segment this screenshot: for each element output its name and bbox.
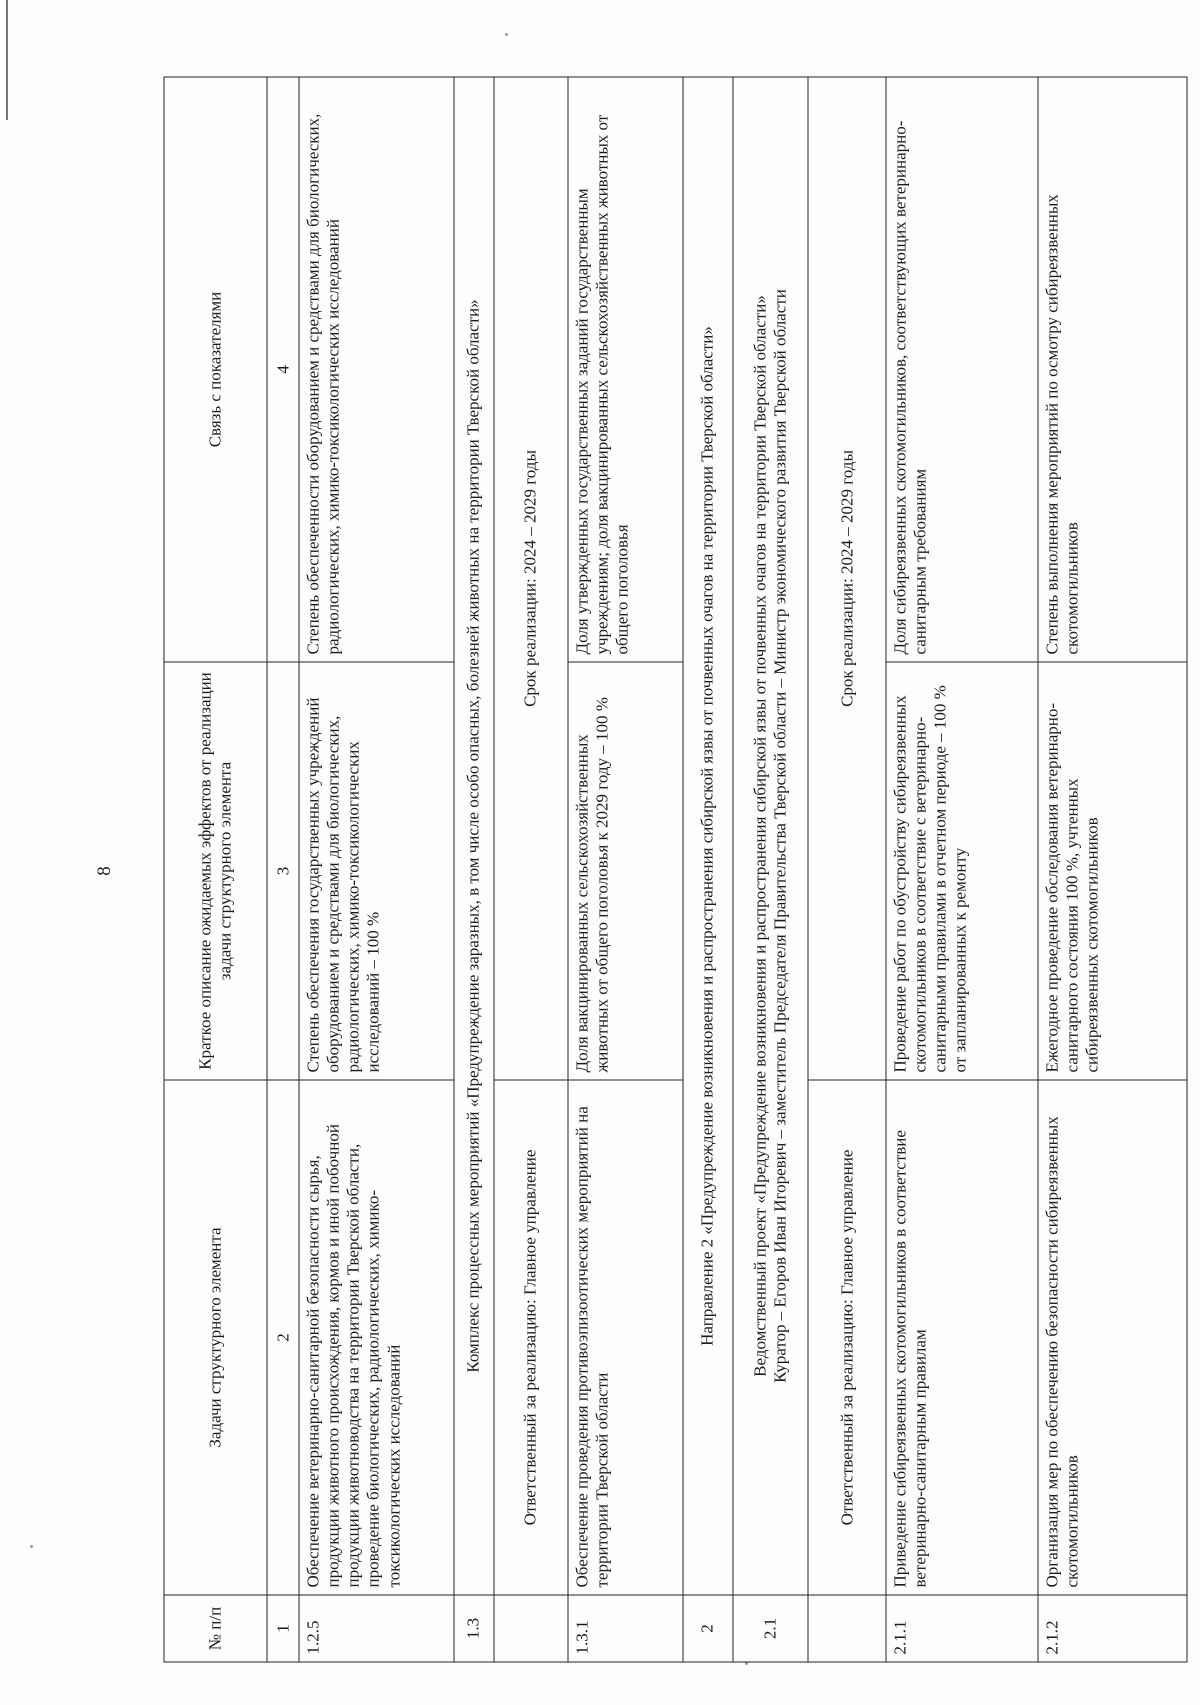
effects-cell: Доля вакцинированных сельскохозяйственных животных от общего поголовья к 2029 году – 100 % — [567, 662, 682, 1080]
indicator-link-cell: Доля утвержденных государственных заданий государственным учреждениям; доля вакцинированных сельскохозяйственных животных от общего поголовья — [567, 77, 682, 662]
responsible-row — [807, 77, 885, 1662]
row-number: 2 — [682, 1595, 732, 1662]
empty-cell — [493, 1595, 567, 1662]
row-number: 2.1.1 — [886, 1595, 1038, 1662]
task-cell: Обеспечение проведения противоэпизоотических мероприятий на территории Тверской области — [567, 1080, 682, 1595]
project-row — [733, 77, 808, 1662]
responsible-row — [493, 77, 567, 1662]
task-cell: Обеспечение ветеринарно-санитарной безопасности сырья, продукции животного происхождения, кормов и иной побочной продукции животноводства на территории Тверской области, проведение биологических, радиологических, химико-токсикологических исследований — [299, 1080, 453, 1595]
effects-cell: Проведение работ по обустройству сибиреязвенных скотомогильников в соответствие с ветеринарно-санитарными правилами в отчетном периоде – 100 % от запланированных к ремонту — [886, 662, 1038, 1080]
row-number: 1.3.1 — [567, 1595, 682, 1662]
responsible-cell: Ответственный за реализацию: Главное управление — [493, 1080, 567, 1595]
indicator-link-cell: Степень выполнения мероприятий по осмотру сибиреязвенных скотомогильников — [1038, 77, 1187, 662]
effects-cell: Степень обеспечения государственных учреждений оборудованием и средствами для биологических, радиологических, химико-токсикологических исследований – 100 % — [299, 662, 453, 1080]
term-cell: Срок реализации: 2024 – 2029 годы — [807, 77, 885, 1080]
rotated-table-container — [163, 78, 1187, 1663]
project-curator: Куратор – Егоров Иван Игоревич – заместитель Председателя Правительства Тверской области – Министр экономического развития Тверской области — [769, 289, 789, 1383]
structural-elements-table — [163, 77, 1187, 1663]
task-cell: Организация мер по обеспечению безопасности сибиреязвенных скотомогильников — [1038, 1080, 1187, 1595]
scan-edge-mark — [6, 0, 8, 120]
column-number: 1 — [266, 1595, 298, 1662]
project-title: Ведомственный проект «Предупреждение возникновения и распространения сибирской язвы от почвенных очагов на территории Тверской области» — [749, 295, 769, 1377]
scan-speck — [30, 1545, 33, 1548]
empty-cell — [807, 1595, 885, 1662]
header-link: Связь с показателями — [164, 77, 267, 662]
table-row — [886, 77, 1038, 1662]
effects-cell: Ежегодное проведение обследования ветеринарно-санитарного состояния 100 %, учтенных сибиреязвенных скотомогильников — [1038, 662, 1187, 1080]
header-task: Задачи структурного элемента — [164, 1080, 267, 1595]
section-row — [453, 77, 493, 1662]
header-num: № п/п — [164, 1595, 267, 1662]
table-row — [299, 77, 453, 1662]
task-cell: Приведение сибиреязвенных скотомогильников в соответствие ветеринарно-санитарным правилам — [886, 1080, 1038, 1595]
section-title: Комплекс процессных мероприятий «Предупреждение заразных, в том числе особо опасных, болезней животных на территории Тверской области» — [453, 77, 493, 1595]
column-number: 2 — [266, 1080, 298, 1595]
page-number: 8 — [94, 866, 115, 876]
column-number: 4 — [266, 77, 298, 662]
indicator-link-cell: Доля сибиреязвенных скотомогильников, соответствующих ветеринарно-санитарным требованиям — [886, 77, 1038, 662]
responsible-cell: Ответственный за реализацию: Главное управление — [807, 1080, 885, 1595]
table-header-row — [164, 77, 267, 1662]
table-row — [1038, 77, 1187, 1662]
row-number: 1.2.5 — [299, 1595, 453, 1662]
header-effects: Краткое описание ожидаемых эффектов от реализации задачи структурного элемента — [164, 662, 267, 1080]
table-row — [567, 77, 682, 1662]
term-cell: Срок реализации: 2024 – 2029 годы — [493, 77, 567, 1080]
section-row — [682, 77, 732, 1662]
scan-speck — [505, 33, 508, 36]
row-number: 2.1.2 — [1038, 1595, 1187, 1662]
row-number: 1.3 — [453, 1595, 493, 1662]
project-cell — [733, 77, 808, 1595]
row-number: 2.1 — [733, 1595, 808, 1662]
section-title: Направление 2 «Предупреждение возникновения и распространения сибирской язвы от почвенных очагов на территории Тверской области» — [682, 77, 732, 1595]
column-number-row — [266, 77, 298, 1662]
indicator-link-cell: Степень обеспеченности оборудованием и средствами для биологических, радиологических, химико-токсикологических исследований — [299, 77, 453, 662]
column-number: 3 — [266, 662, 298, 1080]
